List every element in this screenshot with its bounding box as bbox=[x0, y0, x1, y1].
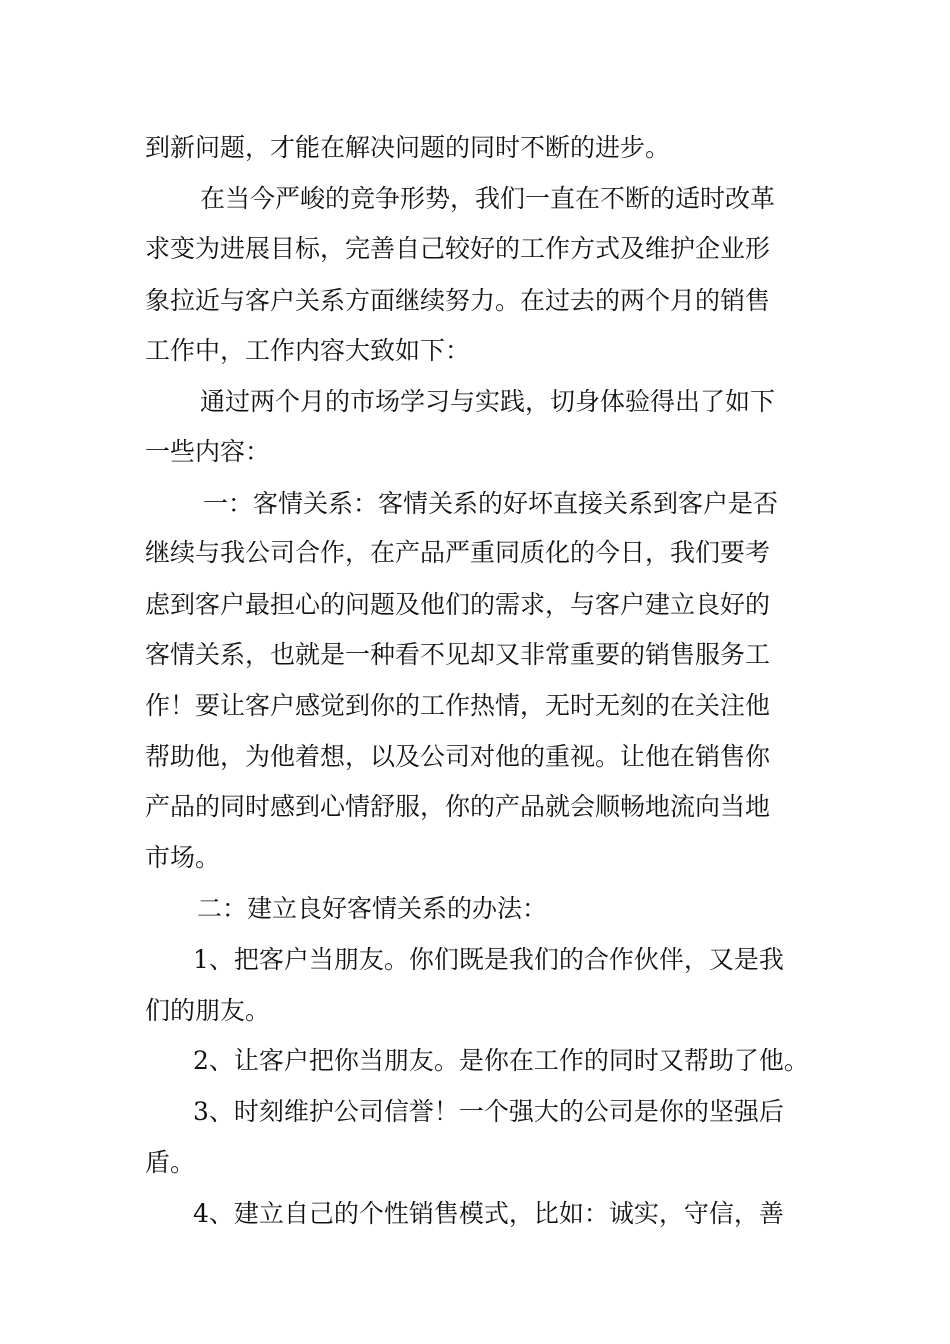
line-text: 虑到客户最担心的问题及他们的需求，与客户建立良好的 bbox=[145, 590, 771, 619]
line-text: 们的朋友。 bbox=[145, 996, 271, 1025]
text-line bbox=[0, 484, 950, 524]
text-line bbox=[0, 991, 950, 1031]
line-text: 3、时刻维护公司信誉！一个强大的公司是你的坚强后 bbox=[193, 1097, 784, 1126]
text-line bbox=[0, 940, 950, 980]
text-line bbox=[0, 838, 950, 878]
text-line bbox=[0, 1092, 950, 1132]
text-line bbox=[0, 128, 950, 168]
line-text: 4、建立自己的个性销售模式，比如：诚实，守信，善 bbox=[193, 1199, 784, 1228]
line-text: 客情关系，也就是一种看不见却又非常重要的销售服务工 bbox=[145, 640, 771, 669]
line-text: 在当今严峻的竞争形势，我们一直在不断的适时改革 bbox=[200, 184, 776, 213]
line-text: 帮助他，为他着想，以及公司对他的重视。让他在销售你 bbox=[145, 742, 771, 771]
line-text: 盾。 bbox=[145, 1148, 196, 1177]
text-line bbox=[0, 889, 950, 929]
line-text: 一些内容： bbox=[145, 437, 271, 466]
text-line bbox=[0, 585, 950, 625]
line-text: 一：客情关系：客情关系的好坏直接关系到客户是否 bbox=[203, 489, 779, 518]
text-line bbox=[0, 1041, 950, 1081]
line-text: 到新问题，才能在解决问题的同时不断的进步。 bbox=[145, 133, 671, 162]
text-line bbox=[0, 229, 950, 269]
line-text: 通过两个月的市场学习与实践，切身体验得出了如下 bbox=[200, 387, 776, 416]
line-text: 1、把客户当朋友。你们既是我们的合作伙伴，又是我 bbox=[193, 945, 784, 974]
text-line bbox=[0, 382, 950, 422]
line-text: 作！要让客户感觉到你的工作热情，无时无刻的在关注他 bbox=[145, 691, 771, 720]
line-text: 继续与我公司合作，在产品严重同质化的今日，我们要考 bbox=[145, 538, 771, 567]
text-line bbox=[0, 787, 950, 827]
text-line bbox=[0, 1143, 950, 1183]
text-line bbox=[0, 533, 950, 573]
text-line bbox=[0, 281, 950, 321]
text-line bbox=[0, 686, 950, 726]
text-line bbox=[0, 1194, 950, 1234]
line-text: 产品的同时感到心情舒服，你的产品就会顺畅地流向当地 bbox=[145, 792, 771, 821]
text-line bbox=[0, 179, 950, 219]
line-text: 工作中，工作内容大致如下： bbox=[145, 336, 471, 365]
line-text: 求变为进展目标，完善自己较好的工作方式及维护企业形 bbox=[145, 234, 771, 263]
text-line bbox=[0, 737, 950, 777]
line-text: 象拉近与客户关系方面继续努力。在过去的两个月的销售 bbox=[145, 286, 771, 315]
line-text: 2、让客户把你当朋友。是你在工作的同时又帮助了他。 bbox=[193, 1046, 809, 1075]
text-line bbox=[0, 331, 950, 371]
line-text: 二：建立良好客情关系的办法： bbox=[197, 894, 548, 923]
text-line bbox=[0, 635, 950, 675]
line-text: 市场。 bbox=[145, 843, 221, 872]
text-line bbox=[0, 432, 950, 472]
